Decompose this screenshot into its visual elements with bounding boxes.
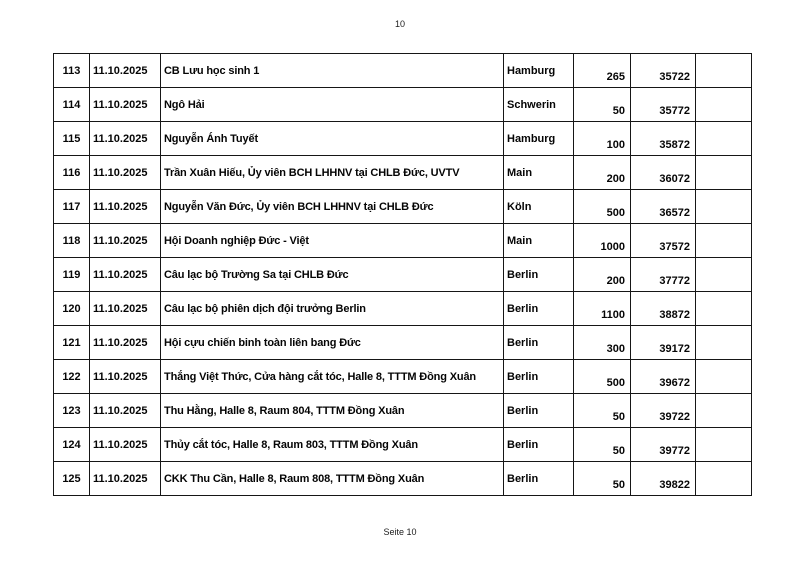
running-total-cell: 39172 — [631, 326, 696, 360]
table-row — [54, 292, 752, 326]
date-cell: 11.10.2025 — [90, 462, 161, 496]
city-cell: Berlin — [504, 326, 574, 360]
amount-cell: 1000 — [574, 224, 631, 258]
table-row — [54, 360, 752, 394]
notes-cell — [696, 462, 752, 496]
city-cell: Main — [504, 156, 574, 190]
donor-name-cell: Nguyễn Ánh Tuyết — [161, 122, 504, 156]
running-total-cell: 36072 — [631, 156, 696, 190]
city-cell: Berlin — [504, 394, 574, 428]
row-number-cell: 121 — [54, 326, 90, 360]
donor-name-cell: Trần Xuân Hiếu, Ủy viên BCH LHHNV tại CHLB Đức, UVTV — [161, 156, 504, 190]
amount-cell: 50 — [574, 88, 631, 122]
row-number-cell: 116 — [54, 156, 90, 190]
row-number-cell: 120 — [54, 292, 90, 326]
city-cell: Berlin — [504, 360, 574, 394]
running-total-cell: 37772 — [631, 258, 696, 292]
running-total-cell: 39722 — [631, 394, 696, 428]
amount-cell: 50 — [574, 428, 631, 462]
amount-cell: 200 — [574, 258, 631, 292]
donor-name-cell: Câu lạc bộ Trường Sa tại CHLB Đức — [161, 258, 504, 292]
date-cell: 11.10.2025 — [90, 54, 161, 88]
table-row — [54, 394, 752, 428]
row-number-cell: 122 — [54, 360, 90, 394]
page-number-header: 10 — [394, 19, 405, 29]
row-number-cell: 125 — [54, 462, 90, 496]
date-cell: 11.10.2025 — [90, 326, 161, 360]
date-cell: 11.10.2025 — [90, 156, 161, 190]
notes-cell — [696, 292, 752, 326]
donor-name-cell: Hội cựu chiến binh toàn liên bang Đức — [161, 326, 504, 360]
notes-cell — [696, 88, 752, 122]
running-total-cell: 36572 — [631, 190, 696, 224]
amount-cell: 1100 — [574, 292, 631, 326]
city-cell: Berlin — [504, 292, 574, 326]
date-cell: 11.10.2025 — [90, 428, 161, 462]
city-cell: Köln — [504, 190, 574, 224]
donor-name-cell: Ngô Hải — [161, 88, 504, 122]
amount-cell: 200 — [574, 156, 631, 190]
notes-cell — [696, 156, 752, 190]
notes-cell — [696, 54, 752, 88]
date-cell: 11.10.2025 — [90, 190, 161, 224]
notes-cell — [696, 190, 752, 224]
date-cell: 11.10.2025 — [90, 258, 161, 292]
row-number-cell: 118 — [54, 224, 90, 258]
notes-cell — [696, 394, 752, 428]
row-number-cell: 123 — [54, 394, 90, 428]
notes-cell — [696, 122, 752, 156]
donor-name-cell: Hội Doanh nghiệp Đức - Việt — [161, 224, 504, 258]
date-cell: 11.10.2025 — [90, 224, 161, 258]
donor-name-cell: Thắng Việt Thức, Cửa hàng cắt tóc, Halle 8, TTTM Đồng Xuân — [161, 360, 504, 394]
city-cell: Berlin — [504, 258, 574, 292]
table-row — [54, 88, 752, 122]
amount-cell: 500 — [574, 190, 631, 224]
running-total-cell: 35722 — [631, 54, 696, 88]
city-cell: Hamburg — [504, 122, 574, 156]
city-cell: Berlin — [504, 428, 574, 462]
donor-name-cell: Câu lạc bộ phiên dịch đội trưởng Berlin — [161, 292, 504, 326]
table-row — [54, 122, 752, 156]
notes-cell — [696, 224, 752, 258]
donor-name-cell: CKK Thu Cần, Halle 8, Raum 808, TTTM Đồng Xuân — [161, 462, 504, 496]
running-total-cell: 35872 — [631, 122, 696, 156]
running-total-cell: 35772 — [631, 88, 696, 122]
amount-cell: 300 — [574, 326, 631, 360]
donor-name-cell: CB Lưu học sinh 1 — [161, 54, 504, 88]
date-cell: 11.10.2025 — [90, 360, 161, 394]
city-cell: Hamburg — [504, 54, 574, 88]
page-footer-label: Seite 10 — [383, 527, 417, 537]
running-total-cell: 38872 — [631, 292, 696, 326]
amount-cell: 500 — [574, 360, 631, 394]
row-number-cell: 119 — [54, 258, 90, 292]
city-cell: Schwerin — [504, 88, 574, 122]
city-cell: Main — [504, 224, 574, 258]
table-row — [54, 326, 752, 360]
amount-cell: 50 — [574, 462, 631, 496]
amount-cell: 100 — [574, 122, 631, 156]
table-row — [54, 190, 752, 224]
notes-cell — [696, 360, 752, 394]
notes-cell — [696, 258, 752, 292]
row-number-cell: 124 — [54, 428, 90, 462]
donation-list-table — [53, 53, 752, 496]
table-row — [54, 428, 752, 462]
table-row — [54, 258, 752, 292]
notes-cell — [696, 326, 752, 360]
date-cell: 11.10.2025 — [90, 88, 161, 122]
notes-cell — [696, 428, 752, 462]
running-total-cell: 39822 — [631, 462, 696, 496]
donor-name-cell: Thủy cắt tóc, Halle 8, Raum 803, TTTM Đồng Xuân — [161, 428, 504, 462]
amount-cell: 50 — [574, 394, 631, 428]
date-cell: 11.10.2025 — [90, 292, 161, 326]
donor-name-cell: Nguyễn Văn Đức, Ủy viên BCH LHHNV tại CHLB Đức — [161, 190, 504, 224]
running-total-cell: 37572 — [631, 224, 696, 258]
amount-cell: 265 — [574, 54, 631, 88]
row-number-cell: 117 — [54, 190, 90, 224]
row-number-cell: 114 — [54, 88, 90, 122]
date-cell: 11.10.2025 — [90, 122, 161, 156]
running-total-cell: 39772 — [631, 428, 696, 462]
donor-name-cell: Thu Hằng, Halle 8, Raum 804, TTTM Đồng Xuân — [161, 394, 504, 428]
date-cell: 11.10.2025 — [90, 394, 161, 428]
row-number-cell: 115 — [54, 122, 90, 156]
running-total-cell: 39672 — [631, 360, 696, 394]
table-row — [54, 156, 752, 190]
table-row — [54, 224, 752, 258]
table-row — [54, 54, 752, 88]
row-number-cell: 113 — [54, 54, 90, 88]
city-cell: Berlin — [504, 462, 574, 496]
table-row — [54, 462, 752, 496]
